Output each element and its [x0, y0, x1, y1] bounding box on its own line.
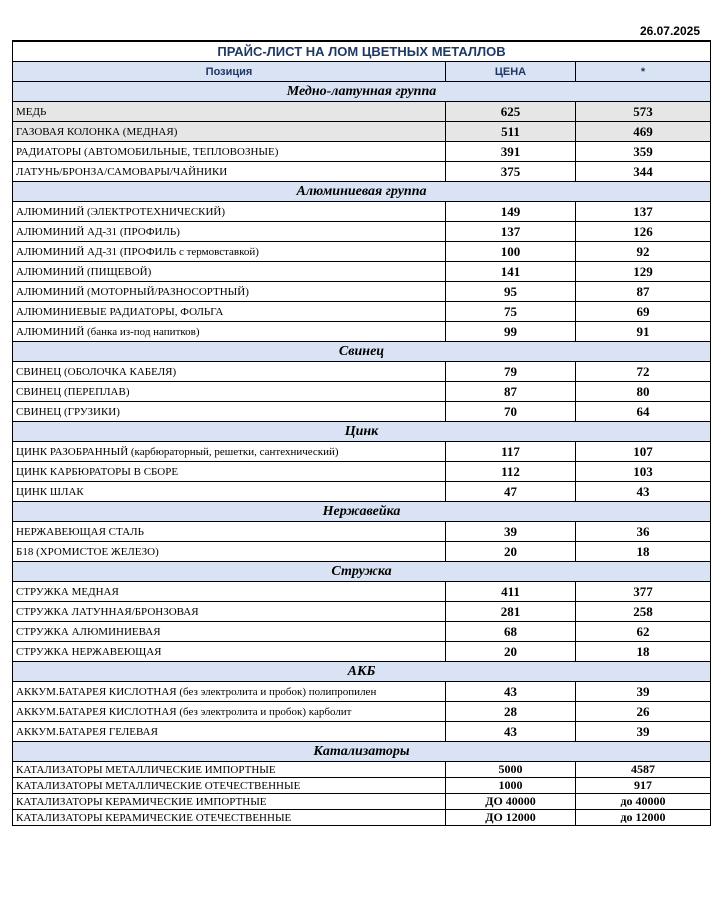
page-title: ПРАЙС-ЛИСТ НА ЛОМ ЦВЕТНЫХ МЕТАЛЛОВ: [13, 41, 711, 62]
table-row: [13, 810, 711, 826]
header-price: ЦЕНА: [446, 62, 576, 82]
item-alt-price: 72: [576, 362, 711, 382]
item-name: СТРУЖКА НЕРЖАВЕЮЩАЯ: [13, 642, 446, 662]
item-alt-price: 91: [576, 322, 711, 342]
table-row: [13, 262, 711, 282]
item-price: 112: [446, 462, 576, 482]
table-row: [13, 582, 711, 602]
item-price: 99: [446, 322, 576, 342]
item-alt-price: 469: [576, 122, 711, 142]
item-price: 281: [446, 602, 576, 622]
item-name: АЛЮМИНИЙ (банка из-под напитков): [13, 322, 446, 342]
item-price: 1000: [446, 778, 576, 794]
item-price: 149: [446, 202, 576, 222]
title-row: [13, 41, 711, 62]
item-alt-price: 18: [576, 642, 711, 662]
table-row: [13, 682, 711, 702]
item-name: КАТАЛИЗАТОРЫ КЕРАМИЧЕСКИЕ ИМПОРТНЫЕ: [13, 794, 446, 810]
item-alt-price: 107: [576, 442, 711, 462]
item-price: 43: [446, 722, 576, 742]
group-title: Нержавейка: [13, 502, 711, 522]
group-row: [13, 662, 711, 682]
item-alt-price: 92: [576, 242, 711, 262]
item-name: АЛЮМИНИЙ АД-31 (ПРОФИЛЬ): [13, 222, 446, 242]
item-alt-price: 39: [576, 682, 711, 702]
document-date: 26.07.2025: [639, 24, 700, 38]
table-row: [13, 522, 711, 542]
table-row: [13, 482, 711, 502]
item-name: АЛЮМИНИЙ АД-31 (ПРОФИЛЬ с термовставкой): [13, 242, 446, 262]
table-row: [13, 402, 711, 422]
item-alt-price: 36: [576, 522, 711, 542]
table-row: [13, 382, 711, 402]
item-price: 391: [446, 142, 576, 162]
group-title: Стружка: [13, 562, 711, 582]
header-alt-price: *: [576, 62, 711, 82]
item-name: АККУМ.БАТАРЕЯ ГЕЛЕВАЯ: [13, 722, 446, 742]
table-row: [13, 222, 711, 242]
table-row: [13, 122, 711, 142]
group-row: [13, 742, 711, 762]
item-name: АЛЮМИНИЕВЫЕ РАДИАТОРЫ, ФОЛЬГА: [13, 302, 446, 322]
table-row: [13, 162, 711, 182]
item-name: АЛЮМИНИЙ (ЭЛЕКТРОТЕХНИЧЕСКИЙ): [13, 202, 446, 222]
item-alt-price: 917: [576, 778, 711, 794]
header-row: [13, 62, 711, 82]
item-alt-price: 377: [576, 582, 711, 602]
item-price: 625: [446, 102, 576, 122]
group-title: Цинк: [13, 422, 711, 442]
item-alt-price: до 40000: [576, 794, 711, 810]
item-price: 68: [446, 622, 576, 642]
item-price: 137: [446, 222, 576, 242]
item-alt-price: 4587: [576, 762, 711, 778]
table-row: [13, 778, 711, 794]
price-table: [12, 40, 711, 826]
item-price: 70: [446, 402, 576, 422]
price-table-body: [13, 41, 711, 826]
item-name: СВИНЕЦ (ГРУЗИКИ): [13, 402, 446, 422]
table-row: [13, 602, 711, 622]
table-row: [13, 722, 711, 742]
table-row: [13, 794, 711, 810]
item-price: 141: [446, 262, 576, 282]
group-row: [13, 502, 711, 522]
table-row: [13, 622, 711, 642]
table-row: [13, 142, 711, 162]
item-alt-price: 43: [576, 482, 711, 502]
item-price: 75: [446, 302, 576, 322]
item-price: 47: [446, 482, 576, 502]
item-name: СТРУЖКА МЕДНАЯ: [13, 582, 446, 602]
group-row: [13, 342, 711, 362]
item-name: ЦИНК РАЗОБРАННЫЙ (карбюраторный, решетки, сантехнический): [13, 442, 446, 462]
group-title: Алюминиевая группа: [13, 182, 711, 202]
item-name: СТРУЖКА АЛЮМИНИЕВАЯ: [13, 622, 446, 642]
table-row: [13, 302, 711, 322]
item-alt-price: 39: [576, 722, 711, 742]
group-row: [13, 422, 711, 442]
table-row: [13, 362, 711, 382]
table-row: [13, 462, 711, 482]
item-price: 79: [446, 362, 576, 382]
group-row: [13, 82, 711, 102]
item-price: 411: [446, 582, 576, 602]
item-alt-price: 64: [576, 402, 711, 422]
item-name: АККУМ.БАТАРЕЯ КИСЛОТНАЯ (без электролита и пробок) полипропилен: [13, 682, 446, 702]
item-name: АЛЮМИНИЙ (ПИЩЕВОЙ): [13, 262, 446, 282]
item-price: 43: [446, 682, 576, 702]
item-name: МЕДЬ: [13, 102, 446, 122]
item-name: СВИНЕЦ (ОБОЛОЧКА КАБЕЛЯ): [13, 362, 446, 382]
group-title: Катализаторы: [13, 742, 711, 762]
item-name: Б18 (ХРОМИСТОЕ ЖЕЛЕЗО): [13, 542, 446, 562]
item-name: СТРУЖКА ЛАТУННАЯ/БРОНЗОВАЯ: [13, 602, 446, 622]
table-row: [13, 442, 711, 462]
group-title: АКБ: [13, 662, 711, 682]
item-price: 87: [446, 382, 576, 402]
item-price: 28: [446, 702, 576, 722]
item-alt-price: 344: [576, 162, 711, 182]
item-name: КАТАЛИЗАТОРЫ МЕТАЛЛИЧЕСКИЕ ИМПОРТНЫЕ: [13, 762, 446, 778]
item-alt-price: 69: [576, 302, 711, 322]
table-row: [13, 202, 711, 222]
item-alt-price: 62: [576, 622, 711, 642]
item-name: КАТАЛИЗАТОРЫ МЕТАЛЛИЧЕСКИЕ ОТЕЧЕСТВЕННЫЕ: [13, 778, 446, 794]
item-alt-price: 80: [576, 382, 711, 402]
group-row: [13, 562, 711, 582]
item-name: ГАЗОВАЯ КОЛОНКА (МЕДНАЯ): [13, 122, 446, 142]
item-alt-price: 129: [576, 262, 711, 282]
item-price: 100: [446, 242, 576, 262]
item-price: ДО 12000: [446, 810, 576, 826]
table-row: [13, 102, 711, 122]
item-price: 95: [446, 282, 576, 302]
table-row: [13, 642, 711, 662]
item-alt-price: до 12000: [576, 810, 711, 826]
table-row: [13, 322, 711, 342]
item-alt-price: 573: [576, 102, 711, 122]
item-name: КАТАЛИЗАТОРЫ КЕРАМИЧЕСКИЕ ОТЕЧЕСТВЕННЫЕ: [13, 810, 446, 826]
item-name: АЛЮМИНИЙ (МОТОРНЫЙ/РАЗНОСОРТНЫЙ): [13, 282, 446, 302]
item-price: 5000: [446, 762, 576, 778]
item-alt-price: 103: [576, 462, 711, 482]
item-name: СВИНЕЦ (ПЕРЕПЛАВ): [13, 382, 446, 402]
table-row: [13, 762, 711, 778]
item-alt-price: 359: [576, 142, 711, 162]
item-alt-price: 258: [576, 602, 711, 622]
item-alt-price: 26: [576, 702, 711, 722]
item-name: НЕРЖАВЕЮЩАЯ СТАЛЬ: [13, 522, 446, 542]
item-price: 375: [446, 162, 576, 182]
item-price: 20: [446, 642, 576, 662]
table-row: [13, 542, 711, 562]
item-name: ЦИНК ШЛАК: [13, 482, 446, 502]
group-row: [13, 182, 711, 202]
item-name: АККУМ.БАТАРЕЯ КИСЛОТНАЯ (без электролита и пробок) карболит: [13, 702, 446, 722]
item-alt-price: 18: [576, 542, 711, 562]
item-alt-price: 137: [576, 202, 711, 222]
item-price: 511: [446, 122, 576, 142]
item-name: ЦИНК КАРБЮРАТОРЫ В СБОРЕ: [13, 462, 446, 482]
table-row: [13, 282, 711, 302]
item-price: 39: [446, 522, 576, 542]
item-alt-price: 87: [576, 282, 711, 302]
item-name: РАДИАТОРЫ (АВТОМОБИЛЬНЫЕ, ТЕПЛОВОЗНЫЕ): [13, 142, 446, 162]
item-name: ЛАТУНЬ/БРОНЗА/САМОВАРЫ/ЧАЙНИКИ: [13, 162, 446, 182]
item-price: 20: [446, 542, 576, 562]
group-title: Медно-латунная группа: [13, 82, 711, 102]
table-row: [13, 242, 711, 262]
group-title: Свинец: [13, 342, 711, 362]
item-price: 117: [446, 442, 576, 462]
table-row: [13, 702, 711, 722]
header-position: Позиция: [13, 62, 446, 82]
item-price: ДО 40000: [446, 794, 576, 810]
item-alt-price: 126: [576, 222, 711, 242]
